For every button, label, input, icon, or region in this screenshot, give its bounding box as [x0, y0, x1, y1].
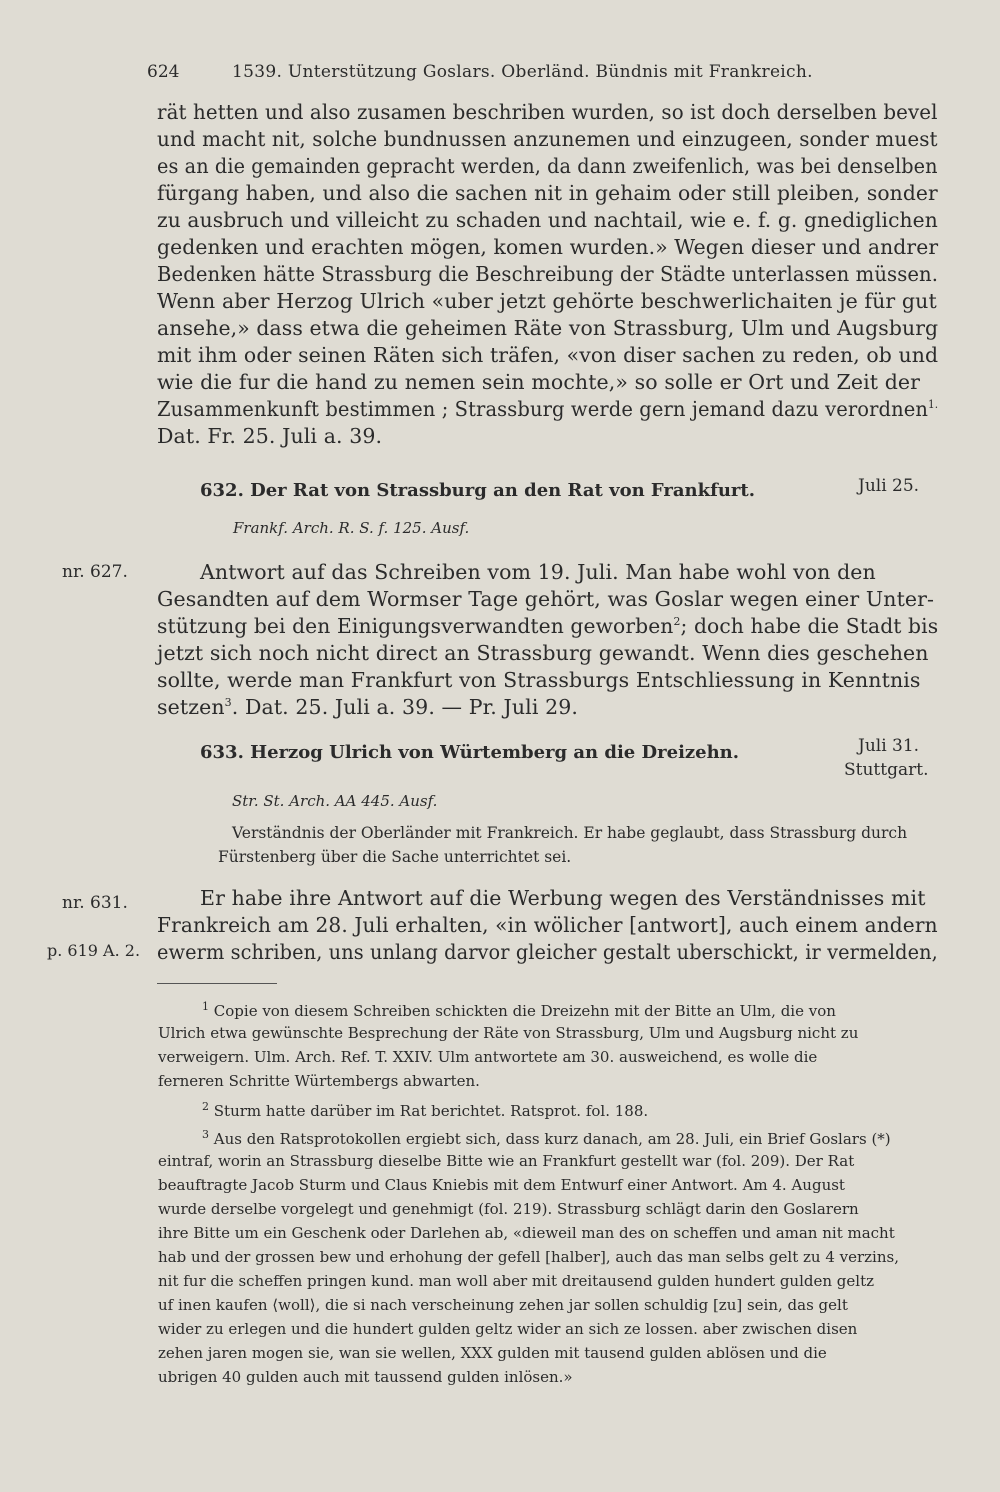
footnote-line: ubrigen 40 gulden auch mit taussend gulden inlösen.» — [158, 1368, 573, 1386]
text-line: wie die fur die hand zu nemen sein mochte,» so solle er Ort und Zeit der — [157, 370, 921, 394]
footnote-line: beauftragte Jacob Sturm und Claus Kniebis mit dem Entwurf einer Antwort. Am 4. August — [158, 1176, 845, 1194]
footnote-line: wider zu erlegen und die hundert gulden geltz wider an sich ze lossen. aber zwischen disen — [158, 1320, 858, 1338]
text-line: sollte, werde man Frankfurt von Strassburgs Entschliessung in Kenntnis — [157, 668, 921, 692]
text-line: Zusammenkunft bestimmen ; Strassburg werde gern jemand dazu verordnen$^{1.}$ — [157, 397, 939, 421]
text-line: setzen$^3$. Dat. 25. Juli a. 39. — Pr. Juli 29. — [157, 695, 578, 719]
text-line: stützung bei den Einigungsverwandten geworben$^2$; doch habe die Stadt bis — [157, 614, 939, 638]
footnote-mark: 3 — [202, 1128, 209, 1141]
footnote-line: Ulrich etwa gewünschte Besprechung der Räte von Strassburg, Ulm und Augsburg nicht zu — [158, 1024, 859, 1042]
doc-title: 633. Herzog Ulrich von Würtemberg an die Dreizehn. — [200, 742, 740, 763]
running-title: 1539. Unterstützung Goslars. Oberländ. Bündnis mit Frankreich. — [232, 62, 813, 82]
footnote-line: nit fur die scheffen pringen kund. man woll aber mit dreitausend gulden hundert gulden geltz — [158, 1272, 874, 1290]
text-line: mit ihm oder seinen Räten sich träfen, «von diser sachen zu reden, ob und — [157, 343, 939, 367]
footnote-line: uf inen kaufen ⟨woll⟩, die si nach verscheinung zehen jar sollen schuldig [zu] sein, das gelt — [158, 1296, 848, 1314]
footnote-line: $^3$ Aus den Ratsprotokollen ergiebt sich, dass kurz danach, am 28. Juli, ein Brief Goslars (*) — [202, 1128, 891, 1148]
footnote-line: wurde derselbe vorgelegt und genehmigt (fol. 219). Strassburg schlägt darin den Goslarern — [158, 1200, 859, 1218]
doc-summary-line: Verständnis der Oberländer mit Frankreich. Er habe geglaubt, dass Strassburg durch — [232, 824, 908, 842]
text-line: rät hetten und also zusamen beschriben wurden, so ist doch derselben bevel — [157, 100, 938, 124]
text-line: Wenn aber Herzog Ulrich «uber jetzt gehörte beschwerlichaiten je für gut — [157, 289, 937, 313]
footnote-line: ferneren Schritte Würtembergs abwarten. — [158, 1072, 480, 1090]
doc-summary-line: Fürstenberg über die Sache unterrichtet sei. — [218, 848, 572, 866]
text-line: gedenken und erachten mögen, komen wurden.» Wegen dieser und andrer — [157, 235, 939, 259]
margin-reference: nr. 631. — [62, 893, 128, 913]
footnote-ref: 1. — [928, 398, 939, 412]
text-line: jetzt sich noch nicht direct an Strassburg gewandt. Wenn dies geschehen — [157, 641, 929, 665]
footnote-line: hab und der grossen bew und erhohung der gefell [halber], auch das man selbs gelt zu 4 verzins, — [158, 1248, 899, 1266]
doc-date: Juli 31. — [858, 736, 920, 756]
footnote-line: verweigern. Ulm. Arch. Ref. T. XXIV. Ulm antwortete am 30. ausweichend, es wolle die — [158, 1048, 818, 1066]
margin-reference: p. 619 A. 2. — [47, 941, 141, 960]
text-line: ewerm schriben, uns unlang darvor gleicher gestalt uberschickt, ir vermelden, — [157, 940, 938, 964]
footnote-line: ihre Bitte um ein Geschenk oder Darlehen ab, «dieweil man des on scheffen und aman nit macht — [158, 1224, 895, 1242]
doc-place: Stuttgart. — [844, 760, 929, 780]
footnote-mark: 1 — [202, 1000, 209, 1013]
footnote-line: zehen jaren mogen sie, wan sie wellen, XXX gulden mit tausend gulden ablösen und die — [158, 1344, 827, 1362]
footnote-line: $^1$ Copie von diesem Schreiben schickten die Dreizehn mit der Bitte an Ulm, die von — [202, 1000, 836, 1020]
footnote-ref: 3 — [224, 696, 232, 710]
source-citation: Str. St. Arch. AA 445. Ausf. — [232, 792, 438, 810]
footnote-mark: 2 — [202, 1100, 209, 1113]
text-line: es an die gemainden gepracht werden, da dann zweifenlich, was bei denselben — [157, 154, 938, 178]
text-line: Frankreich am 28. Juli erhalten, «in wölicher [antwort], auch einem andern — [157, 913, 938, 937]
page-number: 624 — [147, 62, 180, 82]
text-line: fürgang haben, und also die sachen nit in gehaim oder still pleiben, sonder — [157, 181, 938, 205]
text-line: Bedenken hätte Strassburg die Beschreibung der Städte unterlassen müssen. — [157, 262, 939, 286]
footnote-line: eintraf, worin an Strassburg dieselbe Bitte wie an Frankfurt gestellt war (fol. 209). Der Rat — [158, 1152, 855, 1170]
footnote-ref: 2 — [673, 615, 681, 629]
margin-reference: nr. 627. — [62, 562, 128, 582]
source-citation: Frankf. Arch. R. S. f. 125. Ausf. — [233, 519, 470, 537]
doc-date: Juli 25. — [858, 476, 920, 496]
text-line: Antwort auf das Schreiben vom 19. Juli. Man habe wohl von den — [200, 560, 876, 584]
text-line: zu ausbruch und villeicht zu schaden und nachtail, wie e. f. g. gnediglichen — [157, 208, 938, 232]
footnote-line: $^2$ Sturm hatte darüber im Rat berichtet. Ratsprot. fol. 188. — [202, 1100, 649, 1120]
footnote-separator — [157, 983, 277, 984]
text-line: Dat. Fr. 25. Juli a. 39. — [157, 424, 383, 448]
text-line: ansehe,» dass etwa die geheimen Räte von Strassburg, Ulm und Augsburg — [157, 316, 939, 340]
doc-title: 632. Der Rat von Strassburg an den Rat von Frankfurt. — [200, 480, 755, 501]
text-line: Gesandten auf dem Wormser Tage gehört, was Goslar wegen einer Unter- — [157, 587, 935, 611]
text-line: und macht nit, solche bundnussen anzunemen und einzugeen, sonder muest — [157, 127, 938, 151]
text-line: Er habe ihre Antwort auf die Werbung wegen des Verständnisses mit — [200, 886, 926, 910]
